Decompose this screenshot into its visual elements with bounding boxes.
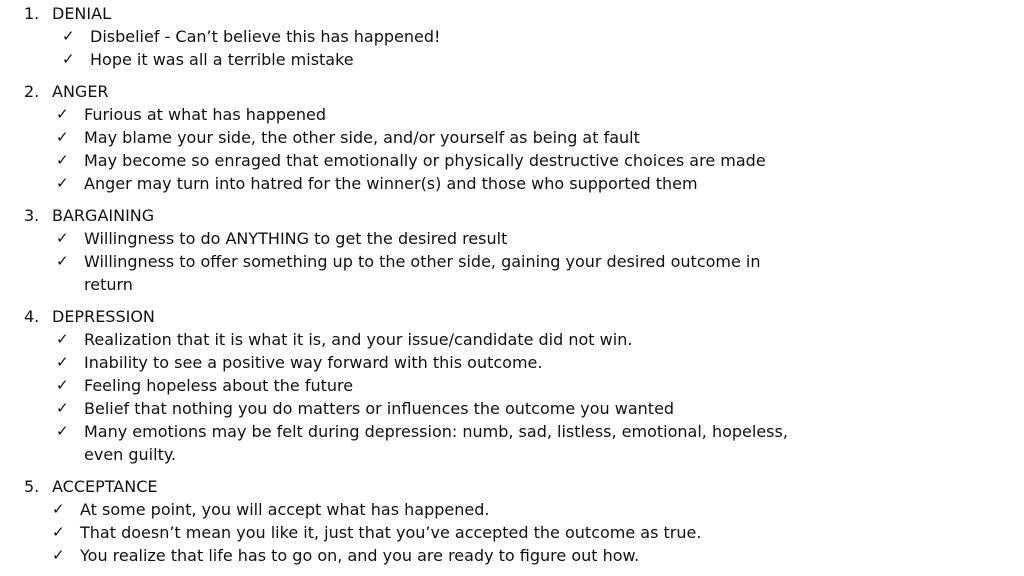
list-item-text: Feeling hopeless about the future xyxy=(84,376,354,395)
list-item xyxy=(0,397,1024,420)
list-item-text: Willingness to offer something up to the other side, gaining your desired outcome in return xyxy=(84,252,761,294)
section-number: 1. xyxy=(24,4,40,23)
list-item xyxy=(0,498,1024,521)
list-item xyxy=(0,25,1024,48)
list-item xyxy=(0,172,1024,195)
list-item-text: Disbelief - Can’t believe this has happened! xyxy=(90,27,441,46)
checkmark-icon: ✓ xyxy=(62,27,75,45)
list-item-text: Realization that it is what it is, and your issue/candidate did not win. xyxy=(84,330,633,349)
checkmark-icon: ✓ xyxy=(56,229,69,247)
checkmark-icon: ✓ xyxy=(56,174,69,192)
section-acceptance xyxy=(0,476,1024,567)
section-heading xyxy=(0,205,1024,227)
list-item xyxy=(0,351,1024,374)
section-denial xyxy=(0,3,1024,71)
list-item-text: At some point, you will accept what has happened. xyxy=(80,500,490,519)
section-heading xyxy=(0,3,1024,25)
list-item xyxy=(0,328,1024,351)
list-item xyxy=(0,126,1024,149)
checklist xyxy=(0,328,1024,466)
checklist xyxy=(0,227,1024,296)
checkmark-icon: ✓ xyxy=(62,50,75,68)
list-item xyxy=(0,103,1024,126)
list-item-text: May become so enraged that emotionally or physically destructive choices are made xyxy=(84,151,766,170)
checkmark-icon: ✓ xyxy=(56,353,69,371)
section-heading xyxy=(0,476,1024,498)
list-item-text: Hope it was all a terrible mistake xyxy=(90,50,354,69)
checklist xyxy=(0,498,1024,567)
section-bargaining xyxy=(0,205,1024,296)
checkmark-icon: ✓ xyxy=(56,422,69,440)
checkmark-icon: ✓ xyxy=(56,252,69,270)
list-item xyxy=(0,420,1024,466)
checkmark-icon: ✓ xyxy=(56,151,69,169)
list-item-text: That doesn’t mean you like it, just that you’ve accepted the outcome as true. xyxy=(80,523,702,542)
list-item xyxy=(0,544,1024,567)
document-body xyxy=(0,3,1024,567)
list-item-text: May blame your side, the other side, and/or yourself as being at fault xyxy=(84,128,640,147)
list-item xyxy=(0,149,1024,172)
section-heading xyxy=(0,81,1024,103)
list-item-text: You realize that life has to go on, and you are ready to figure out how. xyxy=(80,546,640,565)
checkmark-icon: ✓ xyxy=(52,523,65,541)
section-title: DEPRESSION xyxy=(52,307,155,326)
list-item-text: Belief that nothing you do matters or influences the outcome you wanted xyxy=(84,399,675,418)
section-depression xyxy=(0,306,1024,466)
section-number: 2. xyxy=(24,82,40,101)
list-item-text: Many emotions may be felt during depression: numb, sad, listless, emotional, hopeless, even guilty. xyxy=(84,422,788,464)
checkmark-icon: ✓ xyxy=(56,330,69,348)
section-title: BARGAINING xyxy=(52,206,155,225)
checkmark-icon: ✓ xyxy=(56,376,69,394)
checklist xyxy=(0,25,1024,71)
checkmark-icon: ✓ xyxy=(52,546,65,564)
checkmark-icon: ✓ xyxy=(56,128,69,146)
section-title: DENIAL xyxy=(52,4,111,23)
checkmark-icon: ✓ xyxy=(56,105,69,123)
list-item xyxy=(0,250,1024,296)
section-anger xyxy=(0,81,1024,195)
list-item xyxy=(0,227,1024,250)
checklist xyxy=(0,103,1024,195)
list-item-text: Furious at what has happened xyxy=(84,105,327,124)
list-item-text: Willingness to do ANYTHING to get the desired result xyxy=(84,229,508,248)
list-item-text: Inability to see a positive way forward with this outcome. xyxy=(84,353,543,372)
section-number: 4. xyxy=(24,307,40,326)
section-title: ACCEPTANCE xyxy=(52,477,158,496)
list-item-text: Anger may turn into hatred for the winner(s) and those who supported them xyxy=(84,174,698,193)
section-heading xyxy=(0,306,1024,328)
section-number: 3. xyxy=(24,206,40,225)
section-title: ANGER xyxy=(52,82,109,101)
list-item xyxy=(0,521,1024,544)
checkmark-icon: ✓ xyxy=(52,500,65,518)
list-item xyxy=(0,374,1024,397)
list-item xyxy=(0,48,1024,71)
section-number: 5. xyxy=(24,477,40,496)
checkmark-icon: ✓ xyxy=(56,399,69,417)
